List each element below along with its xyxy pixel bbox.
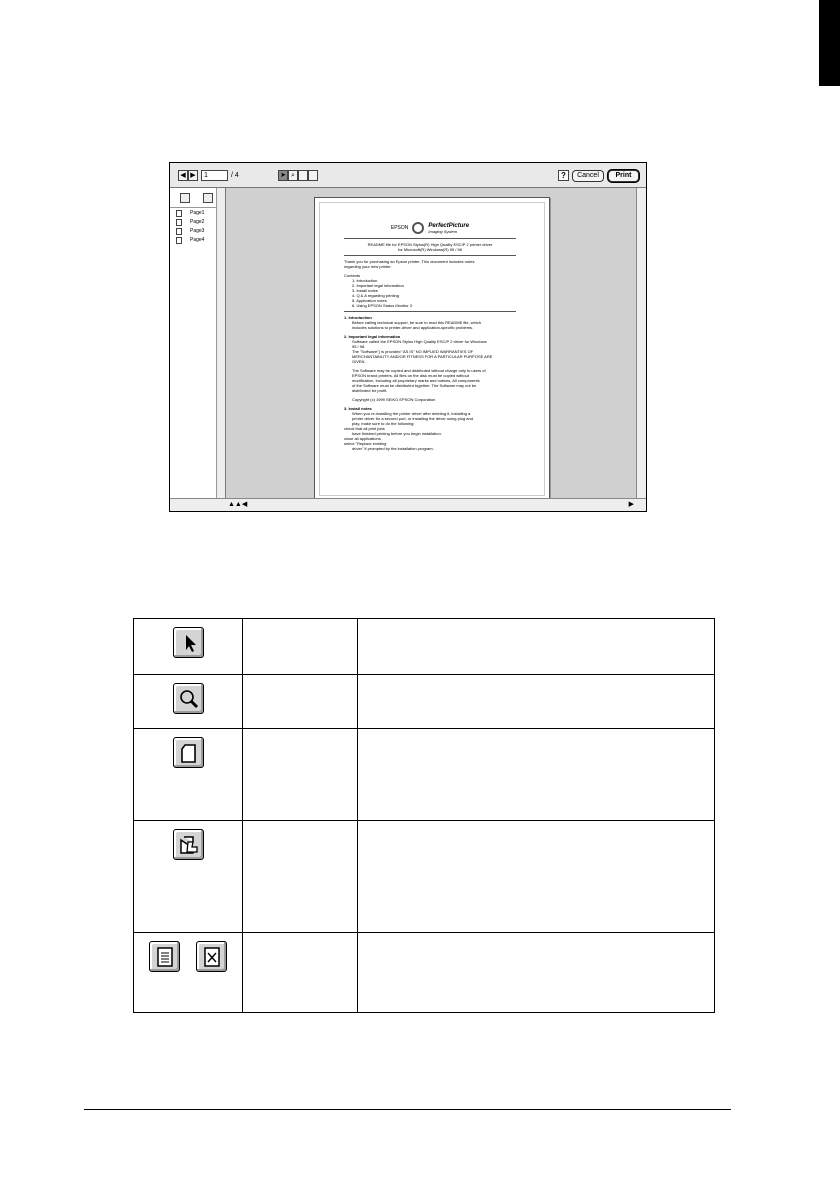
document-line: 4. Q & A regarding printing bbox=[352, 293, 399, 298]
document-line: 2. Important legal information bbox=[352, 283, 404, 288]
document-line: select "Replace existing bbox=[344, 441, 387, 446]
add-page-icon bbox=[149, 941, 180, 972]
epson-logo: EPSON PerfectPicture Imaging System bbox=[390, 222, 470, 234]
remove-page-icon bbox=[196, 941, 227, 972]
document-line: printer driver for a second port, or installing the driver using plug and bbox=[352, 416, 473, 421]
watermark-page-icon bbox=[173, 829, 204, 860]
document-line: driver" if prompted by the installation program. bbox=[352, 446, 434, 451]
page-outline-icon bbox=[173, 737, 204, 768]
cancel-button[interactable]: Cancel bbox=[572, 170, 604, 182]
table-row bbox=[134, 675, 715, 729]
toolbar-icon-table bbox=[133, 618, 715, 1013]
document-line: check that all print jobs bbox=[344, 426, 385, 431]
page-count: / 4 bbox=[231, 172, 239, 179]
page-list-scrollbar[interactable] bbox=[216, 188, 225, 500]
document-line: The "Software") is provided "AS IS" NO IMPLIED WARRANTIES OF bbox=[352, 349, 474, 354]
document-content bbox=[344, 222, 516, 451]
document-line: Software called the EPSON Stylus High Quality ESC/P 2 driver for Windows bbox=[352, 339, 487, 344]
document-line: Before calling technical support, be sure to read this README file, which bbox=[352, 320, 481, 325]
document-line bbox=[344, 311, 516, 312]
preview-horizontal-scrollbar[interactable]: ▲▲◀ ▶ bbox=[170, 498, 646, 511]
document-line: have finished printing before you begin installation. bbox=[352, 431, 442, 436]
table-row bbox=[134, 729, 715, 821]
document-line: 2. Important legal information bbox=[344, 334, 401, 339]
document-line: 95 / 98. bbox=[352, 344, 366, 349]
document-line: close all applications bbox=[344, 436, 381, 441]
previous-page-button[interactable]: ◀ bbox=[178, 170, 188, 181]
document-line: 3. Install notes bbox=[344, 406, 372, 411]
zoom-tool-button[interactable]: ⌕ bbox=[288, 170, 298, 181]
document-line bbox=[344, 255, 516, 256]
print-button[interactable]: Print bbox=[608, 170, 639, 182]
document-line: 3. Install notes bbox=[352, 288, 378, 293]
print-preview-window bbox=[169, 162, 647, 512]
page-edge-tab bbox=[819, 0, 840, 86]
document-line: includes solutions to printer-driver and application-specific problems. bbox=[352, 325, 474, 330]
table-row bbox=[134, 821, 715, 933]
document-line: GIVEN. bbox=[352, 359, 366, 364]
document-line: 5. Application notes bbox=[352, 298, 387, 303]
document-line: of the Software must be distributed together. The Software may not be bbox=[352, 383, 477, 388]
remove-page-button[interactable] bbox=[203, 193, 213, 203]
printable-area-button[interactable] bbox=[298, 170, 308, 181]
watermark-editor-button[interactable] bbox=[308, 170, 318, 181]
preview-page bbox=[314, 197, 550, 501]
document-line: for Microsoft(R) Windows(R) 95 / 98 bbox=[398, 247, 462, 252]
document-line: Copyright (c) 1999 SEIKO EPSON Corporation bbox=[352, 397, 436, 402]
preview-vertical-scrollbar[interactable] bbox=[636, 188, 646, 500]
page-list-item[interactable]: Page2 bbox=[176, 219, 204, 226]
magnifier-icon bbox=[173, 683, 204, 714]
arrow-tool-button[interactable]: ➤ bbox=[278, 170, 288, 181]
document-line: When you re-installing the printer driver after deleting it, installing a bbox=[352, 411, 471, 416]
document-line: 6. Using EPSON Status Monitor 3 bbox=[352, 303, 413, 308]
document-line: regarding your new printer. bbox=[344, 264, 392, 269]
help-button[interactable]: ? bbox=[558, 170, 569, 181]
document-line: modification, including all proprietary marks and notices. All components bbox=[352, 378, 480, 383]
document-line: Contents bbox=[344, 273, 361, 278]
document-line: EPSON brand printers. All files on the disk must be copied without bbox=[352, 373, 469, 378]
document-line: The Software may be copied and distributed without charge only to users of bbox=[352, 368, 486, 373]
preview-viewport bbox=[226, 188, 637, 500]
table-row bbox=[134, 619, 715, 675]
page-list-item[interactable]: Page3 bbox=[176, 228, 204, 235]
document-line: README file for EPSON Stylus(R) High Quality ESC/P 2 printer driver bbox=[367, 242, 493, 247]
preview-toolbar bbox=[170, 163, 646, 188]
table-row bbox=[134, 933, 715, 1013]
page-list-item[interactable]: Page1 bbox=[176, 210, 204, 217]
page-number-field[interactable]: 1 bbox=[201, 170, 228, 181]
document-line: 1. Introduction bbox=[352, 278, 378, 283]
page-list-item[interactable]: Page4 bbox=[176, 237, 204, 244]
document-line: play, make sure to do the following: bbox=[352, 421, 415, 426]
document-line: distributed for profit. bbox=[352, 388, 388, 393]
add-page-button[interactable] bbox=[180, 193, 190, 203]
footer-rule bbox=[84, 1109, 731, 1110]
document-line: MERCHANTABILITY AND/OR FITNESS FOR A PARTICULAR PURPOSE ARE bbox=[352, 354, 493, 359]
document-line: 1. Introduction bbox=[344, 315, 372, 320]
logo-ring-icon bbox=[412, 222, 424, 234]
page-icon bbox=[176, 228, 182, 235]
arrow-cursor-icon bbox=[173, 627, 204, 658]
page-icon bbox=[176, 237, 182, 244]
page-icon bbox=[176, 219, 182, 226]
next-page-button[interactable]: ▶ bbox=[188, 170, 198, 181]
page-icon bbox=[176, 210, 182, 217]
document-line: Thank you for purchasing an Epson printer. This document includes notes bbox=[344, 259, 475, 264]
